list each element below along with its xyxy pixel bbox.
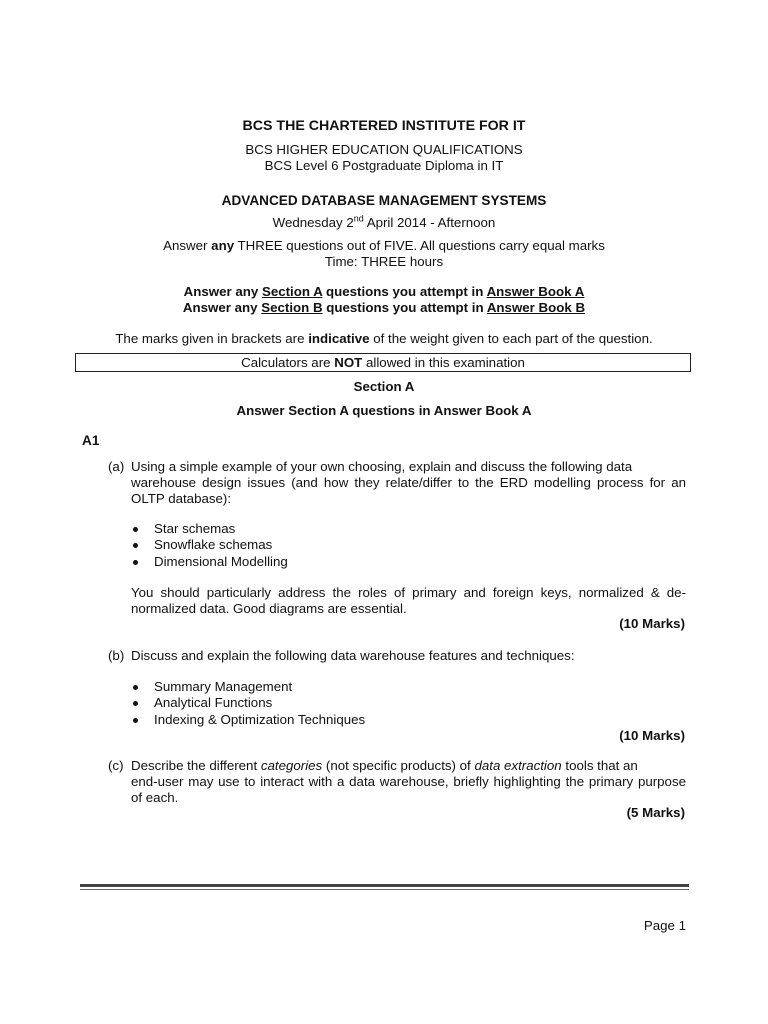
part-a-first-line <box>108 459 686 475</box>
bullet-text: Analytical Functions <box>154 695 273 711</box>
part-c-t3: tools that an <box>561 758 638 773</box>
list-item <box>131 679 365 695</box>
part-c-first-line <box>108 758 686 774</box>
a-book: Answer Book A <box>486 284 585 299</box>
part-c-text-rest: end-user may use to interact with a data warehouse, briefly highlighting the primary purpose of each. <box>131 774 686 806</box>
marks-note-bold: indicative <box>308 331 370 346</box>
instr-any: any <box>211 238 235 253</box>
bullet-text: Star schemas <box>154 521 236 536</box>
part-c-t2: (not specific products) of <box>322 758 475 773</box>
marks-note-pre: The marks given in brackets are <box>115 331 309 346</box>
marks-note-post: of the weight given to each part of the question. <box>369 331 653 346</box>
part-c-extraction: data extraction <box>474 758 562 773</box>
answer-book-a-line <box>0 284 768 300</box>
a-pre: Answer any <box>183 284 262 299</box>
date-suffix: April 2014 - Afternoon <box>363 215 496 230</box>
part-a-note: You should particularly address the roles of primary and foreign keys, normalized & de-normalized data. Good diagrams are essential. <box>131 585 686 617</box>
qualifications-line: BCS HIGHER EDUCATION QUALIFICATIONS <box>245 142 523 157</box>
b-book: Answer Book B <box>486 300 586 315</box>
bullet-icon <box>133 560 138 565</box>
part-b-text: Discuss and explain the following data warehouse features and techniques: <box>131 648 575 663</box>
part-c-tag: (c) <box>108 758 124 773</box>
footer-divider <box>80 884 689 887</box>
bullet-icon <box>133 685 138 690</box>
b-pre: Answer any <box>182 300 262 315</box>
a-section: Section A <box>261 284 323 299</box>
list-item <box>131 537 288 553</box>
list-item <box>131 521 288 537</box>
part-b-tag: (b) <box>108 648 125 663</box>
a-mid: questions you attempt in <box>322 284 487 299</box>
part-a-marks: (10 Marks) <box>619 616 685 631</box>
page-number: Page 1 <box>643 918 686 933</box>
time-line: Time: THREE hours <box>324 254 444 269</box>
part-b-bullet-list <box>131 679 365 728</box>
answer-book-b-line <box>0 300 768 316</box>
part-a-tag: (a) <box>108 459 125 474</box>
part-c-t1: Describe the different <box>131 758 261 773</box>
part-c-marks: (5 Marks) <box>626 805 685 820</box>
part-a-bullet-list <box>131 521 288 570</box>
part-c-categories: categories <box>260 758 323 773</box>
bullet-text: Summary Management <box>154 679 293 694</box>
bullet-icon <box>133 718 138 723</box>
date-sup: nd <box>353 213 364 224</box>
institute-title: BCS THE CHARTERED INSTITUTE FOR IT <box>242 118 526 134</box>
list-item <box>131 695 365 711</box>
bullet-icon <box>133 701 138 706</box>
bullet-icon <box>133 543 138 548</box>
bullet-text: Indexing & Optimization Techniques <box>154 711 366 727</box>
date-prefix: Wednesday 2 <box>272 215 354 230</box>
question-label: A1 <box>82 433 100 448</box>
part-b-marks: (10 Marks) <box>619 728 685 743</box>
section-title: Section A <box>353 379 415 394</box>
list-item <box>131 712 365 728</box>
footer-divider-thin <box>80 889 689 890</box>
instr-pre: Answer <box>163 238 212 253</box>
bullet-text: Snowflake schemas <box>154 537 273 553</box>
b-mid: questions you attempt in <box>322 300 487 315</box>
list-item <box>131 554 288 570</box>
calc-pre: Calculators are <box>241 355 335 370</box>
bullet-icon <box>133 527 138 532</box>
part-a-text-line1: Using a simple example of your own choosing, explain and discuss the following data <box>131 459 633 474</box>
calc-bold: NOT <box>334 355 363 370</box>
subject-title: ADVANCED DATABASE MANAGEMENT SYSTEMS <box>221 193 547 208</box>
part-a-text-rest: warehouse design issues (and how they relate/differ to the ERD modelling process for an OLTP database): <box>131 475 686 507</box>
section-subtitle: Answer Section A questions in Answer Book A <box>236 403 532 418</box>
level-line: BCS Level 6 Postgraduate Diploma in IT <box>264 158 504 173</box>
calc-post: allowed in this examination <box>362 355 525 370</box>
marks-note <box>0 331 768 347</box>
b-section: Section B <box>261 300 323 315</box>
part-b-line <box>108 648 686 664</box>
instructions-line <box>0 238 768 254</box>
instr-post: THREE questions out of FIVE. All questions carry equal marks <box>234 238 605 253</box>
calculator-notice-box <box>75 353 691 372</box>
exam-date <box>0 215 768 231</box>
bullet-text: Dimensional Modelling <box>154 553 288 569</box>
